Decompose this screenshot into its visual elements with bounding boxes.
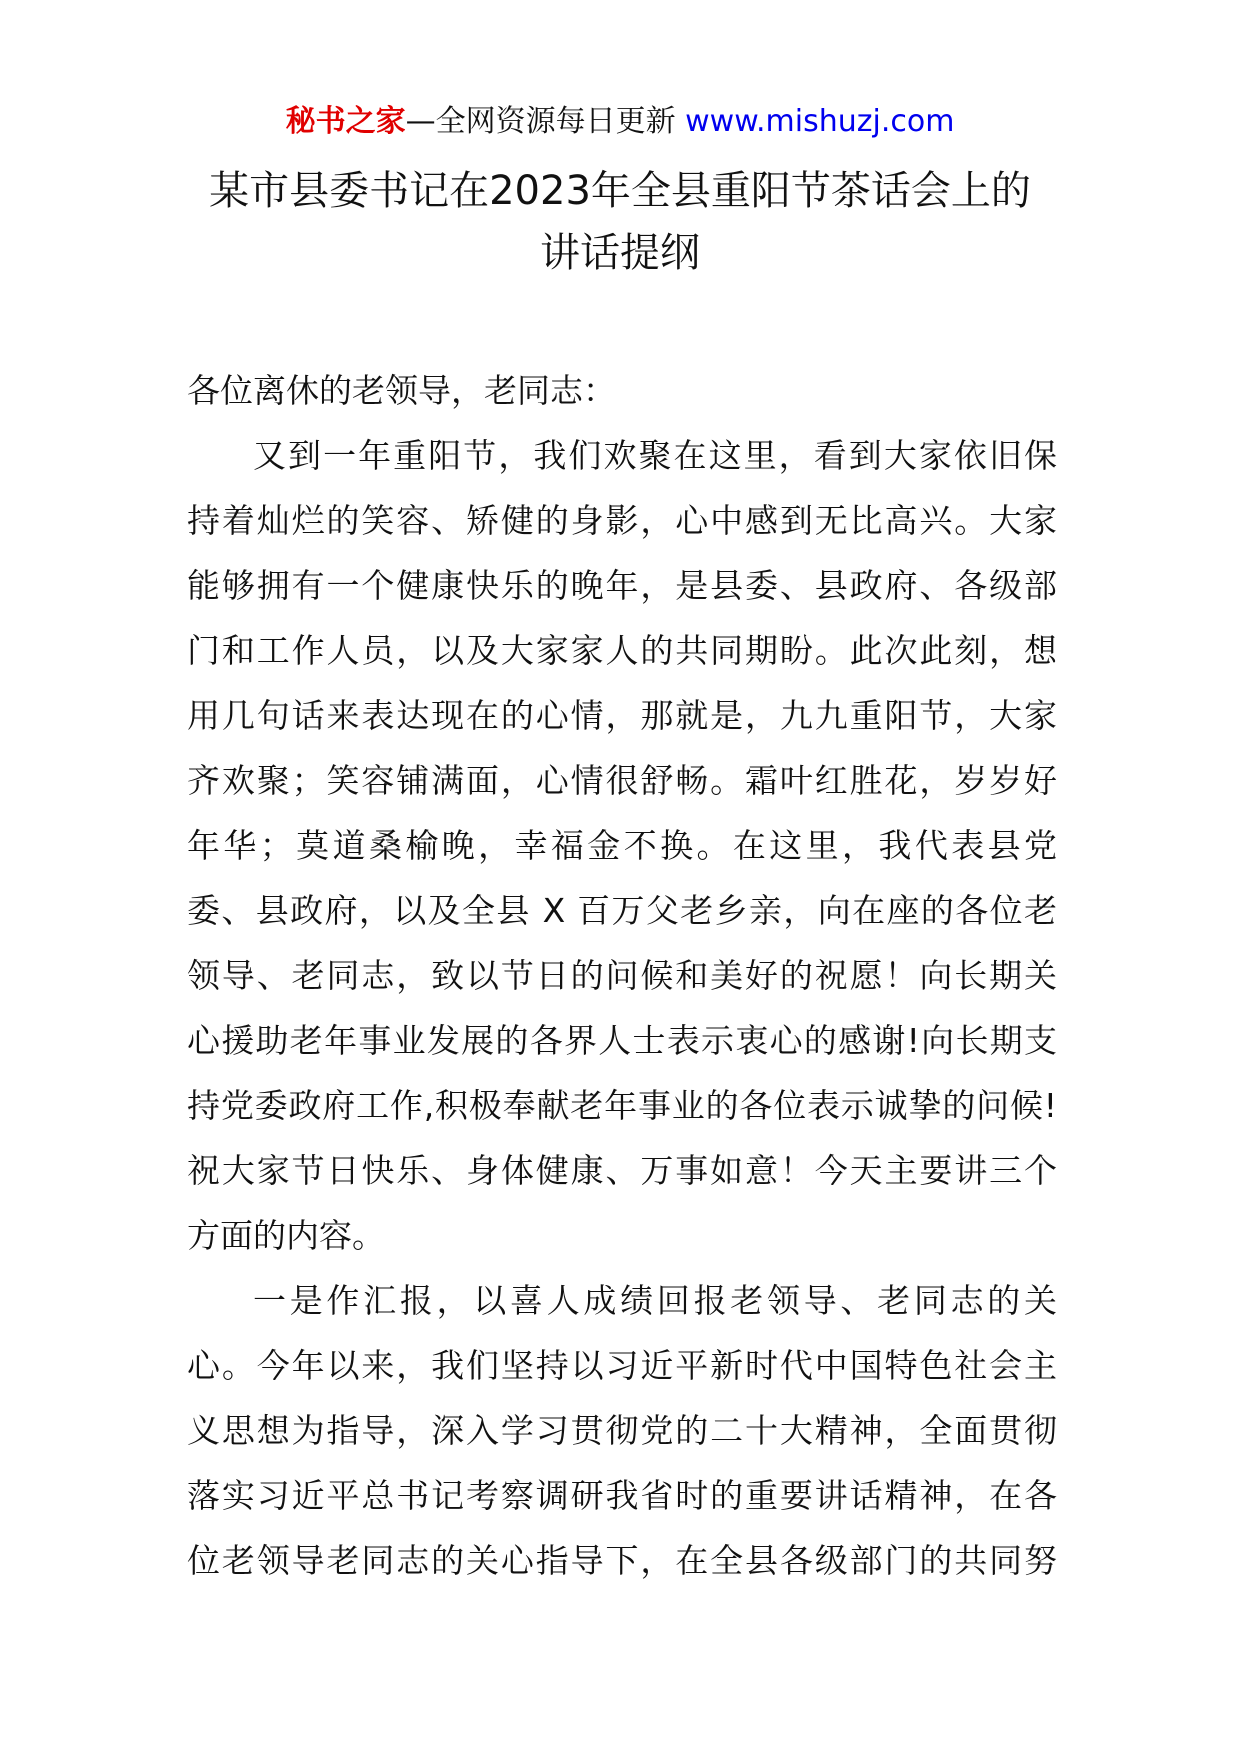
site-header <box>0 100 1240 144</box>
body-line: 又到一年重阳节，我们欢聚在这里，看到大家依旧保 <box>253 436 1057 475</box>
body-line: 各位离休的老领导，老同志： <box>187 371 616 410</box>
body-line: 持着灿烂的笑容、矫健的身影，心中感到无比高兴。大家 <box>187 501 1057 540</box>
header-slogan: —全网资源每日更新 <box>405 104 686 139</box>
document-body <box>187 358 1057 1593</box>
body-line: 领导、老同志，致以节日的问候和美好的祝愿！向长期关 <box>187 956 1057 995</box>
body-line: 落实习近平总书记考察调研我省时的重要讲话精神，在各 <box>187 1476 1057 1515</box>
document-title <box>0 160 1240 284</box>
title-line-1: 某市县委书记在2023年全县重阳节茶话会上的 <box>209 168 1031 214</box>
body-line: 齐欢聚；笑容铺满面，心情很舒畅。霜叶红胜花，岁岁好 <box>187 761 1057 800</box>
body-line: 祝大家节日快乐、身体健康、万事如意！今天主要讲三个 <box>187 1151 1057 1190</box>
body-line: 委、县政府，以及全县 X 百万父老乡亲，向在座的各位老 <box>187 891 1057 930</box>
body-line: 能够拥有一个健康快乐的晚年，是县委、县政府、各级部 <box>187 566 1057 605</box>
body-line: 方面的内容。 <box>187 1216 385 1255</box>
body-line: 心援助老年事业发展的各界人士表示衷心的感谢!向长期支 <box>187 1021 1057 1060</box>
website-link[interactable]: www.mishuzj.com <box>685 104 955 139</box>
body-line: 用几句话来表达现在的心情，那就是，九九重阳节，大家 <box>187 696 1057 735</box>
body-line: 位老领导老同志的关心指导下，在全县各级部门的共同努 <box>187 1541 1057 1580</box>
body-line: 年华；莫道桑榆晚，幸福金不换。在这里，我代表县党 <box>187 826 1057 865</box>
body-line: 门和工作人员，以及大家家人的共同期盼。此次此刻，想 <box>187 631 1057 670</box>
title-line-2: 讲话提纲 <box>540 230 700 276</box>
brand-name: 秘书之家 <box>285 104 406 139</box>
body-line: 义思想为指导，深入学习贯彻党的二十大精神，全面贯彻 <box>187 1411 1057 1450</box>
body-line: 持党委政府工作,积极奉献老年事业的各位表示诚挚的问候! <box>187 1086 1057 1125</box>
body-line: 一是作汇报，以喜人成绩回报老领导、老同志的关 <box>253 1281 1057 1320</box>
body-line: 心。今年以来，我们坚持以习近平新时代中国特色社会主 <box>187 1346 1057 1385</box>
